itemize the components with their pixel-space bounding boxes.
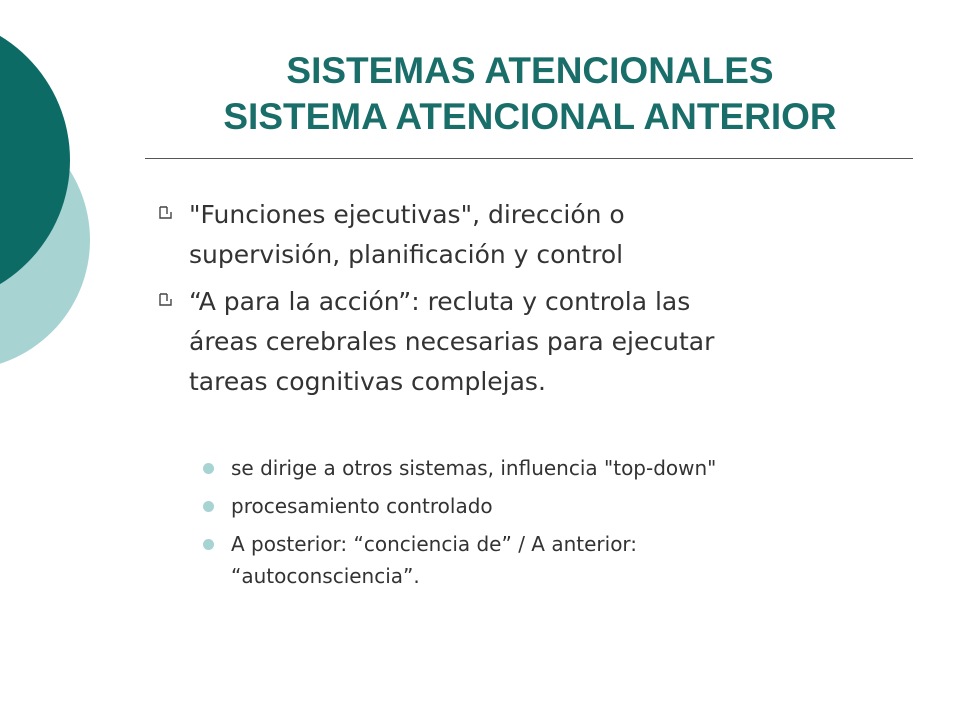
bullet-line: áreas cerebrales necesarias para ejecutar — [189, 327, 715, 356]
sub-bullet-line: A posterior: “conciencia de” / A anterior: — [231, 532, 638, 556]
sub-bullet-line: “autoconsciencia”. — [231, 564, 420, 588]
sub-bullet-line: procesamiento controlado — [231, 494, 493, 518]
dot-bullet-icon — [203, 539, 214, 550]
title-divider — [145, 158, 913, 159]
square-bracket-bullet-icon — [158, 206, 172, 220]
sub-bullet-line: se dirige a otros sistemas, influencia "top-down" — [231, 456, 717, 480]
sub-bullet-item — [203, 490, 903, 522]
square-bracket-bullet-icon — [158, 293, 172, 307]
bullet-line: tareas cognitivas complejas. — [189, 367, 546, 396]
bullet-item — [158, 282, 898, 402]
dot-bullet-icon — [203, 463, 214, 474]
bullet-line: “A para la acción”: recluta y controla las — [189, 287, 691, 316]
title-line-1: SISTEMAS ATENCIONALES — [286, 50, 774, 91]
slide-title — [145, 48, 915, 140]
sub-bullet-item — [203, 452, 903, 484]
decorative-circles — [0, 0, 120, 400]
bullet-line: supervisión, planificación y control — [189, 240, 624, 269]
sub-bullet-item — [203, 528, 903, 592]
dot-bullet-icon — [203, 501, 214, 512]
bullet-item — [158, 195, 898, 275]
title-line-2: SISTEMA ATENCIONAL ANTERIOR — [223, 96, 837, 137]
bullet-line: "Funciones ejecutivas", dirección o — [189, 200, 625, 229]
